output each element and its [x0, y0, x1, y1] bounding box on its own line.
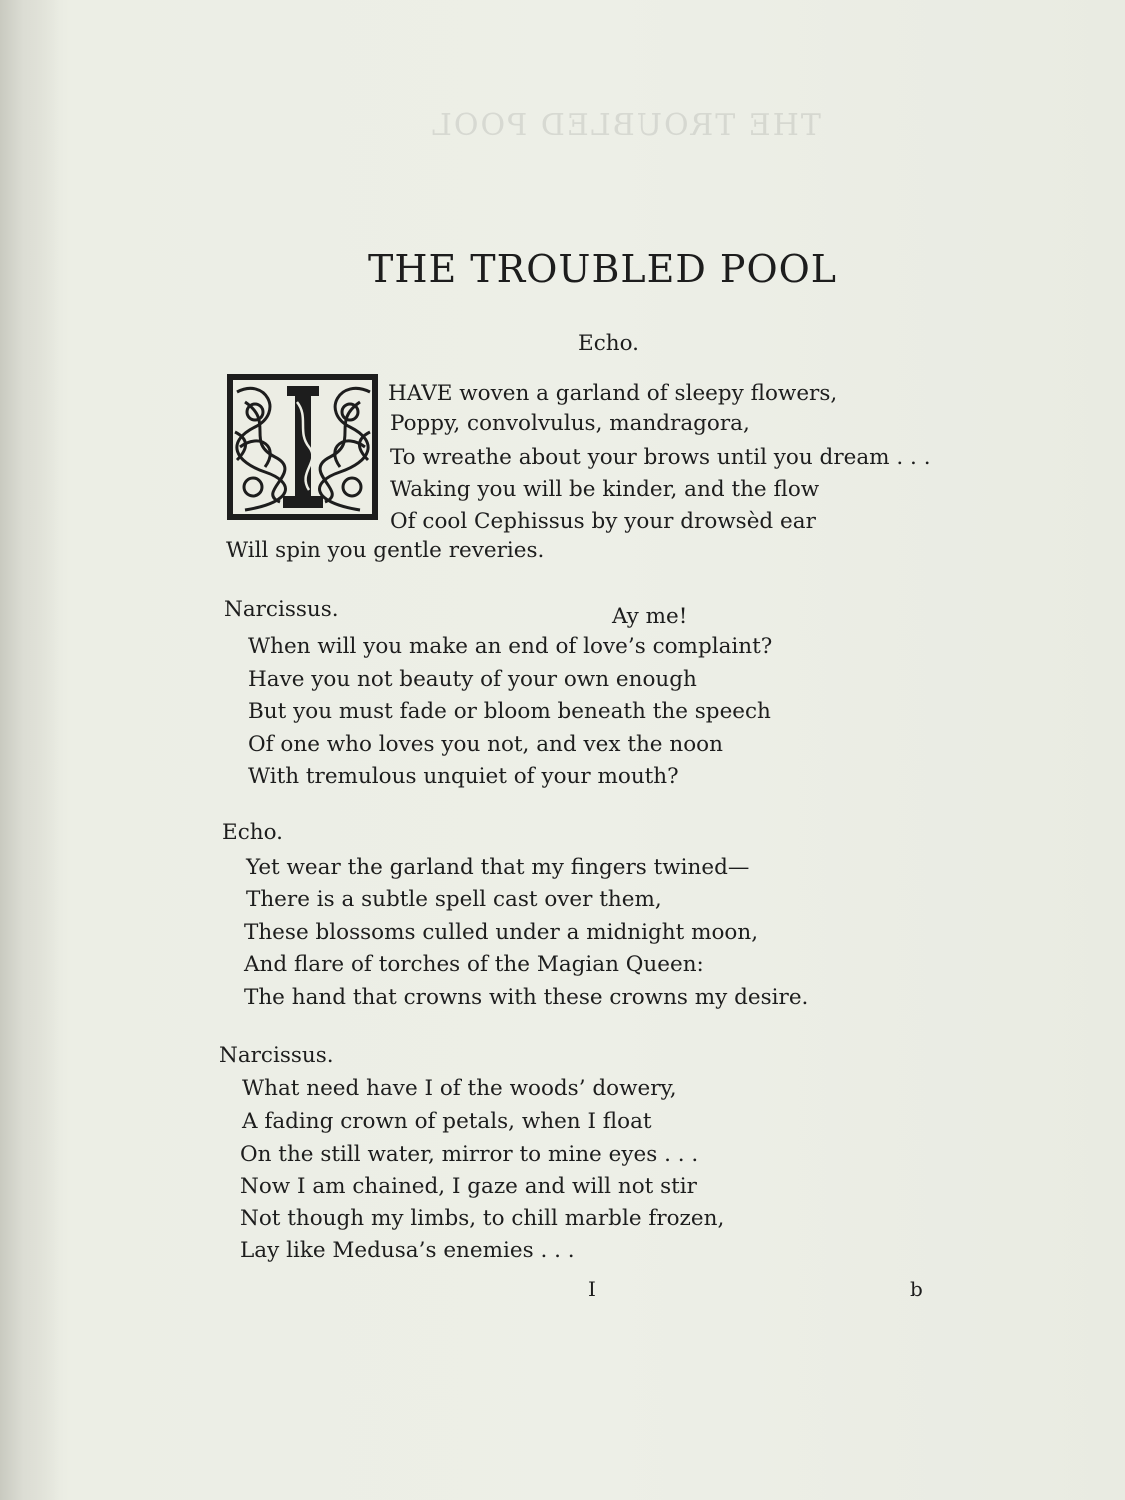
stanza1-line-1: HAVE woven a garland of sleepy flowers, [388, 381, 838, 406]
stanza4-line-4: Now I am chained, I gaze and will not stir [240, 1174, 697, 1199]
show-through-title: THE TROUBLED POOL [430, 108, 821, 143]
stanza1-line-4: Waking you will be kinder, and the flow [390, 477, 820, 502]
ornamental-dropcap-icon [225, 372, 380, 522]
stanza4-line-2: A fading crown of petals, when I float [242, 1109, 652, 1134]
stanza2-line-1: When will you make an end of love’s complaint? [248, 634, 773, 659]
stanza3-line-4: And flare of torches of the Magian Queen: [244, 952, 704, 977]
stanza1-line-6: Will spin you gentle reveries. [226, 538, 545, 563]
page-gutter-shadow [0, 0, 60, 1500]
speaker-echo-label: Echo. [578, 331, 639, 356]
stanza2-line-5: With tremulous unquiet of your mouth? [248, 764, 679, 789]
speaker-narcissus-label-1: Narcissus. [224, 597, 339, 622]
stanza4-line-6: Lay like Medusa’s enemies . . . [240, 1238, 575, 1263]
page-number: I [588, 1277, 596, 1301]
stanza2-line-4: Of one who loves you not, and vex the noon [248, 732, 723, 757]
stanza1-line-5: Of cool Cephissus by your drowsèd ear [390, 509, 816, 534]
stanza4-line-1: What need have I of the woods’ dowery, [242, 1076, 677, 1101]
stanza4-line-3: On the still water, mirror to mine eyes . . . [240, 1142, 699, 1167]
stanza3-line-3: These blossoms culled under a midnight moon, [244, 920, 759, 945]
signature-mark: b [910, 1277, 923, 1301]
stanza1-line-3: To wreathe about your brows until you dream . . . [390, 445, 931, 470]
speaker-echo-label-2: Echo. [222, 820, 283, 845]
stanza2-line-2: Have you not beauty of your own enough [248, 667, 697, 692]
stanza3-line-5: The hand that crowns with these crowns my desire. [244, 985, 809, 1010]
stanza1-line-2: Poppy, convolvulus, mandragora, [390, 411, 750, 436]
poem-title: THE TROUBLED POOL [368, 247, 837, 291]
stanza3-line-1: Yet wear the garland that my fingers twined— [246, 855, 750, 880]
stanza3-line-2: There is a subtle spell cast over them, [246, 887, 662, 912]
stanza2-line-3: But you must fade or bloom beneath the speech [248, 699, 771, 724]
speaker-narcissus-label-2: Narcissus. [219, 1043, 334, 1068]
narcissus-interjection: Ay me! [612, 604, 688, 629]
stanza4-line-5: Not though my limbs, to chill marble frozen, [240, 1206, 725, 1231]
